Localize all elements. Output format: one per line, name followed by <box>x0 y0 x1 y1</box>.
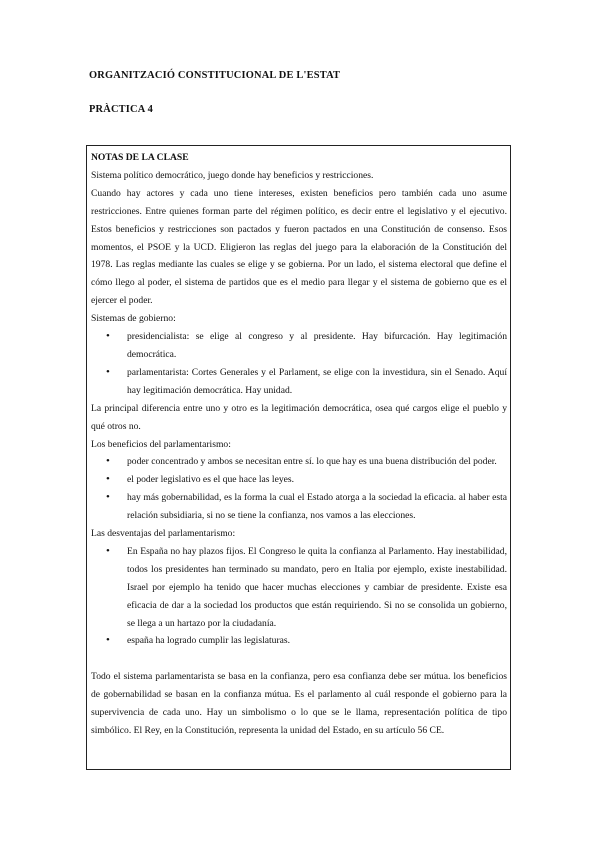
practice-subtitle: PRÀCTICA 4 <box>89 104 154 115</box>
disadvantages-label: Las desventajas del parlamentarismo: <box>91 528 236 540</box>
systems-label: Sistemas de gobierno: <box>91 313 176 325</box>
notes-intro: Sistema político democrático, juego donde hay beneficios y restricciones. <box>91 169 374 181</box>
notes-paragraph-2: La principal diferencia entre uno y otro es la legitimación democrática, osea qué cargos elige el pueblo y qué otros no. <box>91 402 507 432</box>
document-title: ORGANITZACIÓ CONSTITUCIONAL DE L'ESTAT <box>89 70 341 81</box>
list-item: • hay más gobernabilidad, es la forma la cual el Estado atorga a la sociedad la eficacia. al haber esta relación subsidiaria, si no se tiene la confianza, nos vamos a las elecciones. <box>127 489 507 525</box>
systems-list <box>91 328 507 400</box>
notes-heading: NOTAS DE LA CLASE <box>91 152 189 163</box>
list-item: • parlamentarista: Cortes Generales y el Parlament, se elige con la investidura, sin el Senado. Aquí hay legitimación democrática. Hay unidad. <box>127 364 507 400</box>
disadvantages-list <box>91 543 507 650</box>
list-item: • poder concentrado y ambos se necesitan entre sí. lo que hay es una buena distribución del poder. <box>127 453 507 471</box>
list-item: • el poder legislativo es el que hace las leyes. <box>127 471 507 489</box>
notes-paragraph-1: Cuando hay actores y cada uno tiene intereses, existen beneficios pero también cada uno asume restricciones. Entre quienes forman parte del régimen político, es decir entre el legislativo y el ejecutivo. Estos beneficios y restricciones son pactados y fueron pactados en una Constitución de consenso. Esos momentos, el PSOE y la UCD. Eligieron las reglas del juego para la elaboración de la Constitución del 1978. Las reglas mediante las cuales se elige y se gobierna. Por un lado, el sistema electoral que define el cómo llego al poder, el sistema de partidos que es el medio para llegar y el sistema de gobierno que es el ejercer el poder. <box>91 187 507 307</box>
list-item: • presidencialista: se elige al congreso y al presidente. Hay bifurcación. Hay legitimación democrática. <box>127 328 507 364</box>
list-item: • españa ha logrado cumplir las legislaturas. <box>127 632 507 650</box>
list-item: • En España no hay plazos fijos. El Congreso le quita la confianza al Parlamento. Hay inestabilidad, todos los presidentes han terminado su mandato, pero en Italia por ejemplo, existe inestabilidad. Israel por ejemplo ha tenido que hacer muchas elecciones y cambiar de presidente. Existe esa eficacia de dar a la sociedad los productos que están requiriendo. Si no se consolida un gobierno, se llega a un hartazo por la ciudadanía. <box>127 543 507 633</box>
benefits-label: Los beneficios del parlamentarismo: <box>91 438 231 450</box>
spacer <box>91 650 507 668</box>
benefits-list <box>91 453 507 525</box>
notes-paragraph-3: Todo el sistema parlamentarista se basa en la confianza, pero esa confianza debe ser mútua. los beneficios de gobernabilidad se basan en la confianza mútua. Es el parlamento al cuál responde el gobierno para la supervivencia de cada uno. Hay un simbolismo o lo que se le llama, representación política de tipo simbólico. El Rey, en la Constitución, representa la unidad del Estado, en su artículo 56 CE. <box>91 671 507 737</box>
class-notes-box <box>86 145 511 770</box>
